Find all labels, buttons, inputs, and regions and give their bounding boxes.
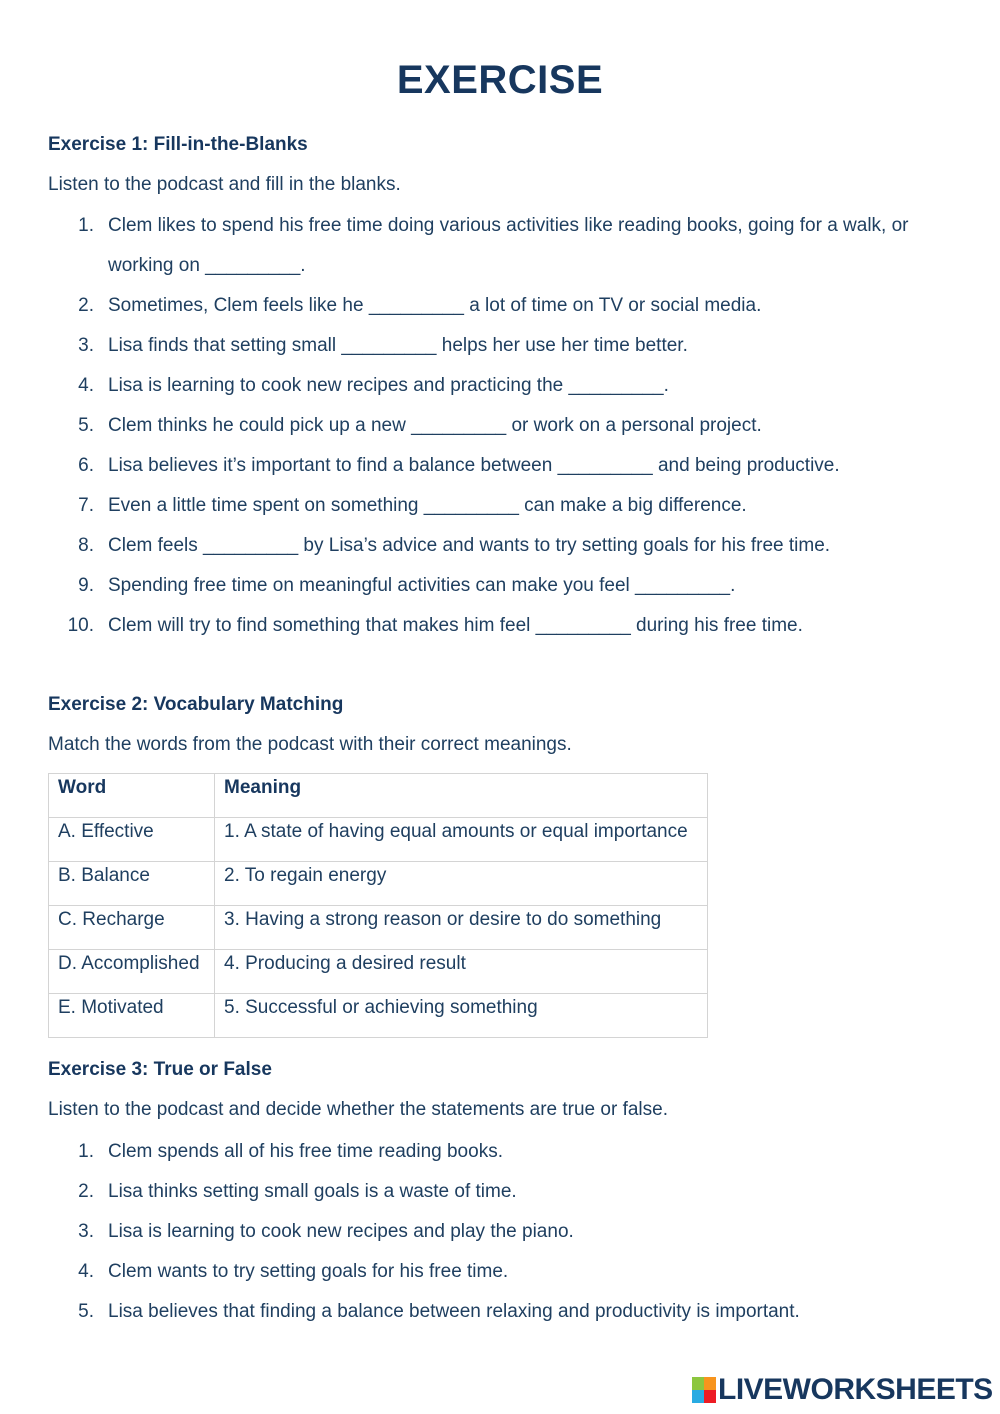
item-text: Even a little time spent on something _________ can make a big difference. [108,495,747,516]
word-cell: E. Motivated [49,994,215,1038]
item-text: Sometimes, Clem feels like he _________ a lot of time on TV or social media. [108,295,762,316]
vocabulary-table [48,773,708,1038]
liveworksheets-logo[interactable] [692,1373,993,1407]
table-row [49,950,708,994]
fill-blank-item [48,606,948,646]
word-cell: C. Recharge [49,906,215,950]
logo-text: LIVEWORKSHEETS [718,1373,993,1406]
item-text: Clem feels _________ by Lisa’s advice and wants to try setting goals for his free time. [108,535,831,556]
exercise-1-list [48,206,948,646]
item-number: 4. [78,1261,94,1282]
item-number: 5. [78,1301,94,1322]
page-title: EXERCISE [396,58,604,102]
item-text: Clem spends all of his free time reading books. [108,1141,503,1162]
fill-blank-item [48,286,948,326]
exercise-3-list [48,1132,948,1332]
item-text: Lisa thinks setting small goals is a waste of time. [108,1181,517,1202]
table-row [49,906,708,950]
true-false-item [48,1172,948,1212]
item-number: 1. [78,1141,94,1162]
fill-blank-item [48,246,948,286]
item-text: Lisa believes that finding a balance between relaxing and productivity is important. [108,1301,800,1322]
meaning-cell: 2. To regain energy [215,862,708,906]
item-number: 1. [78,215,94,236]
table-row [49,994,708,1038]
true-false-item [48,1212,948,1252]
meaning-cell: 3. Having a strong reason or desire to do something [215,906,708,950]
exercise-3-instruction: Listen to the podcast and decide whether the statements are true or false. [48,1099,668,1120]
item-number: 4. [78,375,94,396]
item-text: Lisa is learning to cook new recipes and practicing the _________. [108,375,669,396]
fill-blank-item [48,446,948,486]
fill-blank-item [48,486,948,526]
exercise-3-heading: Exercise 3: True or False [48,1059,272,1080]
item-text: Lisa believes it’s important to find a balance between _________ and being productive. [108,455,840,476]
true-false-item [48,1252,948,1292]
fill-blank-item [48,326,948,366]
item-number: 2. [78,1181,94,1202]
table-header-row [49,774,708,818]
item-text: Spending free time on meaningful activities can make you feel _________. [108,575,736,596]
fill-blank-item [48,526,948,566]
exercise-1-instruction: Listen to the podcast and fill in the blanks. [48,174,401,195]
exercise-2-instruction: Match the words from the podcast with their correct meanings. [48,734,572,755]
column-header-word: Word [49,774,215,818]
true-false-item [48,1292,948,1332]
item-text: Clem likes to spend his free time doing various activities like reading books, going for a walk, or [108,215,909,236]
item-text: Clem will try to find something that makes him feel _________ during his free time. [108,615,803,636]
word-cell: A. Effective [49,818,215,862]
item-number: 7. [78,495,94,516]
fill-blank-item [48,206,948,246]
table-row [49,818,708,862]
item-number: 2. [78,295,94,316]
meaning-cell: 5. Successful or achieving something [215,994,708,1038]
column-header-meaning: Meaning [215,774,708,818]
item-number: 10. [67,615,94,636]
item-number: 9. [78,575,94,596]
meaning-cell: 4. Producing a desired result [215,950,708,994]
item-number: 8. [78,535,94,556]
item-number: 3. [78,335,94,356]
item-text: Lisa finds that setting small _________ helps her use her time better. [108,335,688,356]
word-cell: B. Balance [49,862,215,906]
item-number: 3. [78,1221,94,1242]
liveworksheets-logo-icon [692,1377,716,1403]
true-false-item [48,1132,948,1172]
word-cell: D. Accomplished [49,950,215,994]
exercise-2-heading: Exercise 2: Vocabulary Matching [48,694,344,715]
item-number: 6. [78,455,94,476]
fill-blank-item [48,366,948,406]
item-text: working on _________. [108,255,306,276]
meaning-cell: 1. A state of having equal amounts or equal importance [215,818,708,862]
table-row [49,862,708,906]
item-number: 5. [78,415,94,436]
item-text: Clem thinks he could pick up a new _________ or work on a personal project. [108,415,762,436]
fill-blank-item [48,566,948,606]
item-text: Lisa is learning to cook new recipes and play the piano. [108,1221,574,1242]
exercise-1-heading: Exercise 1: Fill-in-the-Blanks [48,134,308,155]
item-text: Clem wants to try setting goals for his free time. [108,1261,509,1282]
fill-blank-item [48,406,948,446]
